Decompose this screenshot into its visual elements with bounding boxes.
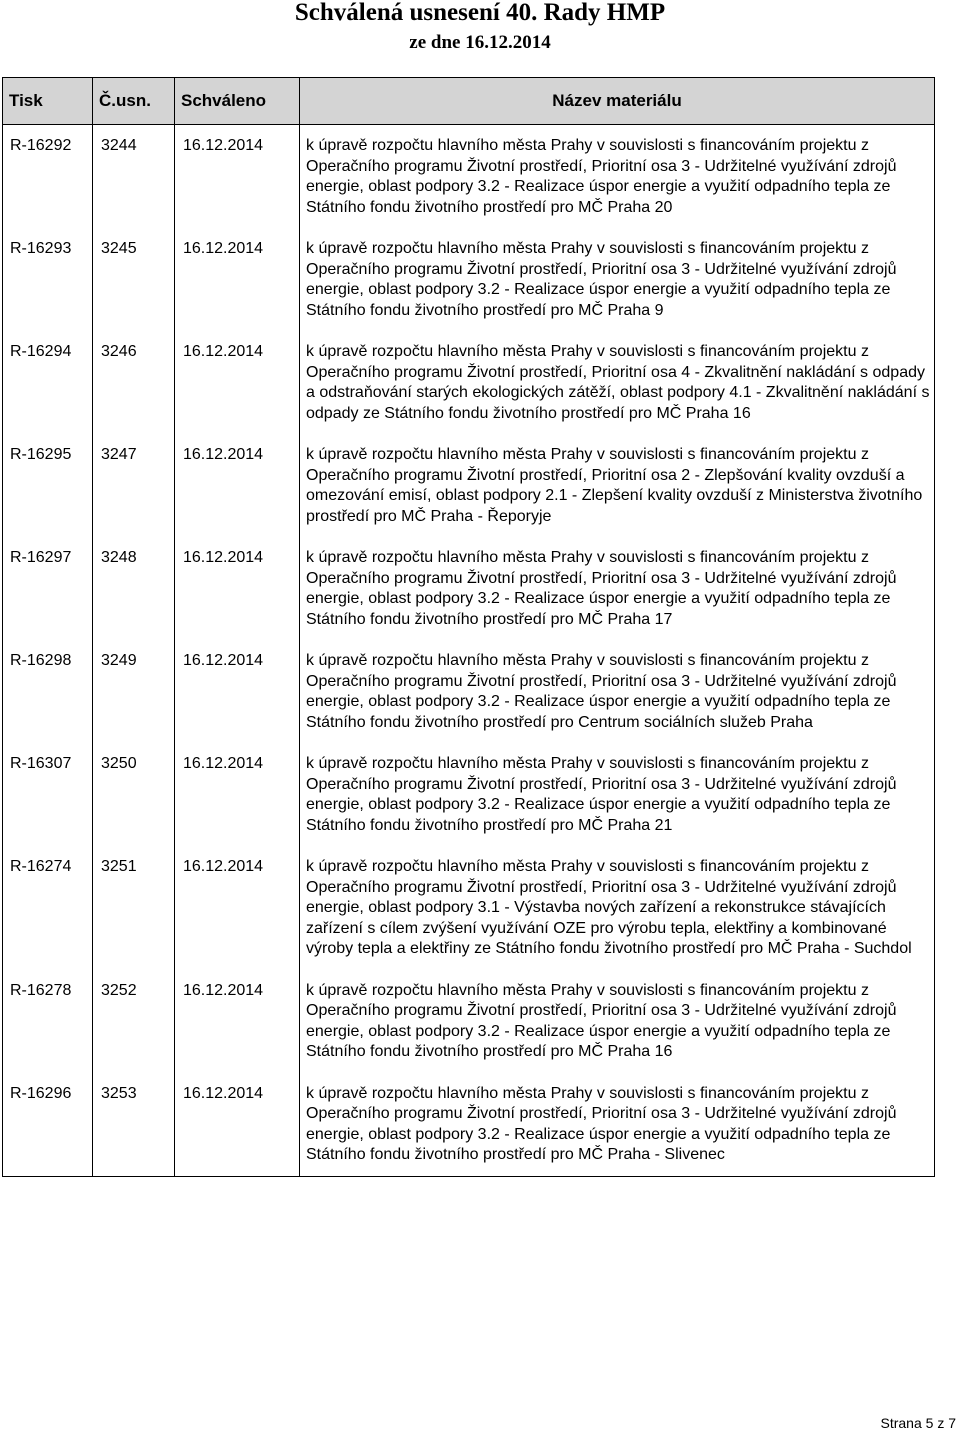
cell-schvaleno: 16.12.2014 [175, 228, 300, 331]
cell-schvaleno: 16.12.2014 [175, 331, 300, 434]
cell-nazev: k úpravě rozpočtu hlavního města Prahy v souvislosti s financováním projektu z Operačního programu Životní prostředí, Prioritní osa 3 - Udržitelné využívání zdrojů energie, oblast podpory 3.2 - Realizace úspor energie a využití odpadního tepla ze Státního fondu životního prostředí pro MČ Praha 17 [300, 537, 935, 640]
cell-tisk: R-16278 [3, 970, 93, 1073]
column-header-nazev: Název materiálu [300, 78, 935, 125]
table-row [3, 640, 935, 743]
cell-usn: 3252 [93, 970, 175, 1073]
cell-schvaleno: 16.12.2014 [175, 640, 300, 743]
cell-schvaleno: 16.12.2014 [175, 537, 300, 640]
cell-usn: 3250 [93, 743, 175, 846]
cell-nazev: k úpravě rozpočtu hlavního města Prahy v souvislosti s financováním projektu z Operačního programu Životní prostředí, Prioritní osa 3 - Udržitelné využívání zdrojů energie, oblast podpory 3.2 - Realizace úspor energie a využití odpadního tepla ze Státního fondu životního prostředí pro MČ Praha 20 [300, 125, 935, 229]
cell-tisk: R-16296 [3, 1073, 93, 1177]
cell-nazev: k úpravě rozpočtu hlavního města Prahy v souvislosti s financováním projektu z Operačního programu Životní prostředí, Prioritní osa 3 - Udržitelné využívání zdrojů energie, oblast podpory 3.2 - Realizace úspor energie a využití odpadního tepla ze Státního fondu životního prostředí pro MČ Praha 16 [300, 970, 935, 1073]
cell-schvaleno: 16.12.2014 [175, 434, 300, 537]
table-row [3, 125, 935, 229]
table-row [3, 1073, 935, 1177]
table-row [3, 970, 935, 1073]
document-header [0, 0, 960, 54]
table-row [3, 743, 935, 846]
cell-nazev: k úpravě rozpočtu hlavního města Prahy v souvislosti s financováním projektu z Operačního programu Životní prostředí, Prioritní osa 3 - Udržitelné využívání zdrojů energie, oblast podpory 3.2 - Realizace úspor energie a využití odpadního tepla ze Státního fondu životního prostředí pro MČ Praha 21 [300, 743, 935, 846]
cell-schvaleno: 16.12.2014 [175, 1073, 300, 1177]
cell-schvaleno: 16.12.2014 [175, 743, 300, 846]
cell-usn: 3251 [93, 846, 175, 970]
cell-nazev: k úpravě rozpočtu hlavního města Prahy v souvislosti s financováním projektu z Operačního programu Životní prostředí, Prioritní osa 3 - Udržitelné využívání zdrojů energie, oblast podpory 3.1 - Výstavba nových zařízení a rekonstrukce stávajících zařízení s cílem zvýšení využívání OZE pro výrobu tepla, elektřiny a kombinované výroby tepla a elektřiny ze Státního fondu životního prostředí pro MČ Praha - Suchdol [300, 846, 935, 970]
document-title: Schválená usnesení 40. Rady HMP [294, 0, 666, 26]
table-body [3, 125, 935, 1177]
cell-tisk: R-16307 [3, 743, 93, 846]
column-header-schvaleno: Schváleno [175, 78, 300, 125]
table-row [3, 331, 935, 434]
cell-usn: 3246 [93, 331, 175, 434]
table-row [3, 228, 935, 331]
cell-nazev: k úpravě rozpočtu hlavního města Prahy v souvislosti s financováním projektu z Operačního programu Životní prostředí, Prioritní osa 4 - Zkvalitnění nakládání s odpady a odstraňování starých ekologických zátěží, oblast podpory 4.1 - Zkvalitnění nakládání s odpady ze Státního fondu životního prostředí pro MČ Praha 16 [300, 331, 935, 434]
cell-tisk: R-16292 [3, 125, 93, 229]
document-date: ze dne 16.12.2014 [409, 32, 551, 53]
column-header-tisk: Tisk [3, 78, 93, 125]
column-header-usn: Č.usn. [93, 78, 175, 125]
table-row [3, 846, 935, 970]
cell-usn: 3247 [93, 434, 175, 537]
cell-schvaleno: 16.12.2014 [175, 846, 300, 970]
table-header-row [3, 78, 935, 125]
cell-tisk: R-16294 [3, 331, 93, 434]
cell-tisk: R-16295 [3, 434, 93, 537]
cell-usn: 3244 [93, 125, 175, 229]
cell-usn: 3253 [93, 1073, 175, 1177]
table-row [3, 434, 935, 537]
cell-tisk: R-16274 [3, 846, 93, 970]
cell-tisk: R-16293 [3, 228, 93, 331]
cell-tisk: R-16297 [3, 537, 93, 640]
cell-schvaleno: 16.12.2014 [175, 125, 300, 229]
cell-usn: 3248 [93, 537, 175, 640]
cell-nazev: k úpravě rozpočtu hlavního města Prahy v souvislosti s financováním projektu z Operačního programu Životní prostředí, Prioritní osa 3 - Udržitelné využívání zdrojů energie, oblast podpory 3.2 - Realizace úspor energie a využití odpadního tepla ze Státního fondu životního prostředí pro MČ Praha - Slivenec [300, 1073, 935, 1177]
page-number: Strana 5 z 7 [880, 1415, 956, 1431]
cell-nazev: k úpravě rozpočtu hlavního města Prahy v souvislosti s financováním projektu z Operačního programu Životní prostředí, Prioritní osa 3 - Udržitelné využívání zdrojů energie, oblast podpory 3.2 - Realizace úspor energie a využití odpadního tepla ze Státního fondu životního prostředí pro MČ Praha 9 [300, 228, 935, 331]
cell-nazev: k úpravě rozpočtu hlavního města Prahy v souvislosti s financováním projektu z Operačního programu Životní prostředí, Prioritní osa 2 - Zlepšování kvality ovzduší a omezování emisí, oblast podpory 2.1 - Zlepšení kvality ovzduší z Ministerstva životního prostředí pro MČ Praha - Řeporyje [300, 434, 935, 537]
cell-usn: 3249 [93, 640, 175, 743]
table-row [3, 537, 935, 640]
cell-nazev: k úpravě rozpočtu hlavního města Prahy v souvislosti s financováním projektu z Operačního programu Životní prostředí, Prioritní osa 3 - Udržitelné využívání zdrojů energie, oblast podpory 3.2 - Realizace úspor energie a využití odpadního tepla ze Státního fondu životního prostředí pro Centrum sociálních služeb Praha [300, 640, 935, 743]
cell-usn: 3245 [93, 228, 175, 331]
cell-tisk: R-16298 [3, 640, 93, 743]
cell-schvaleno: 16.12.2014 [175, 970, 300, 1073]
resolutions-table [2, 77, 935, 1177]
